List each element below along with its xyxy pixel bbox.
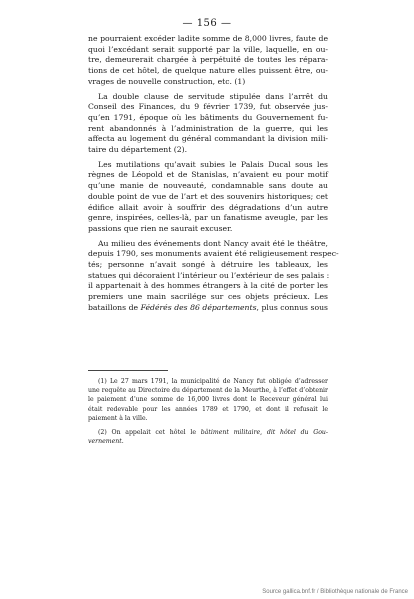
footnote-divider (88, 370, 168, 371)
body_lines-line: genre, inspirées, celles-là, par un fanatisme aveugle, par les (88, 213, 328, 223)
body_lines-line: rent abandonnés à l’administration de la guerre, qui les (88, 123, 328, 133)
source-attribution: Source gallica.bnf.fr / Bibliothèque nationale de France (262, 589, 408, 595)
footnotes-line: vernement. (88, 438, 124, 446)
body_lines-line: tés; personne n’avait songé à détruire les tableaux, les (88, 260, 328, 270)
page-number: — 156 — (182, 18, 232, 29)
body_lines-line: vrages de nouvelle construction, etc. (1) (88, 76, 246, 86)
body_lines-line: Les mutilations qu’avait subies le Palais Ducal sous les (98, 159, 328, 169)
body_lines-line: règnes de Léopold et de Stanislas, n’avaient eu pour motif (88, 170, 328, 180)
footnotes-line: était redevable pour les années 1789 et 1790, et dont il refusait le (88, 405, 328, 413)
body_lines-line: Conseil des Finances, du 9 février 1739, fut observée jus- (88, 102, 328, 112)
body_lines-line: tions de cet hôtel, de quelque nature elles puissent être, ou- (88, 66, 328, 76)
footnotes-line: paiement à la ville. (88, 414, 148, 422)
body_lines-line: bataillons de Fédérés des 86 départements, plus connus sous (88, 302, 328, 312)
body_lines-line: quoi l’excédant serait supporté par la ville, laquelle, en ou- (88, 44, 328, 54)
body_lines-line: La double clause de servitude stipulée dans l’arrêt du (98, 91, 328, 101)
footnotes (88, 377, 328, 446)
body_lines-line: Au milieu des événements dont Nancy avait été le théâtre, (98, 238, 328, 248)
body-text (88, 34, 339, 314)
body_lines-line: qu’une manie de nouveauté, condamnable sans doute au (88, 181, 328, 191)
body_lines-line: qu’en 1791, époque où les bâtiments du Gouvernement fu- (88, 112, 328, 122)
footnotes-line: (1) Le 27 mars 1791, la municipalité de Nancy fut obligée d’adresser (98, 378, 328, 385)
body_lines-line: statues qui décoraient l’intérieur ou l’extérieur de ses palais : (88, 270, 330, 280)
body_lines-line: premiers une main sacrilége sur ces objets précieux. Les (88, 292, 328, 302)
body_lines-line: affecta au logement du général commandant la division mili- (88, 134, 328, 144)
footnotes-line: une requête au Directoire du département de la Meurthe, à l’effet d’obtenir (88, 387, 328, 395)
body_lines-line: passions que rien ne saurait excuser. (88, 223, 233, 233)
body_lines-line: depuis 1790, ses monuments avaient été religieusement respec- (88, 249, 339, 259)
footnotes-line: (2) On appelait cet hôtel le bâtiment militaire, dit hôtel du Gou- (98, 429, 329, 437)
body_lines-line: édifice allait avoir à souffrir des dégradations d’un autre (88, 202, 328, 212)
body_lines-line: taire du département (2). (88, 145, 188, 155)
footnotes-line: le paiement d’une somme de 16,000 livres dont le Receveur général lui (88, 396, 328, 404)
body_lines-line: double point de vue de l’art et des souvenirs historiques; cet (88, 191, 328, 201)
body_lines-line: ne pourraient excéder ladite somme de 8,000 livres, faute de (88, 34, 328, 43)
body_lines-line: tre, demeurerait chargée à perpétuité de toutes les répara- (88, 55, 328, 65)
body_lines-line: il appartenait à des hommes étrangers à la cité de porter les (88, 281, 328, 291)
